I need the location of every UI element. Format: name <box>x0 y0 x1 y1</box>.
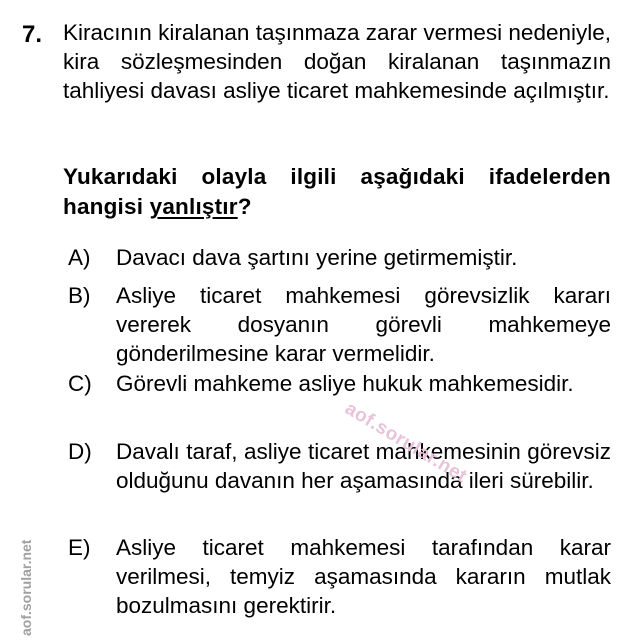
option-label: E) <box>68 535 91 560</box>
option-c[interactable] <box>68 369 611 398</box>
option-e[interactable] <box>68 533 611 620</box>
watermark-side: aof.sorular.net <box>18 539 34 636</box>
question-number: 7. <box>22 21 43 48</box>
option-a[interactable] <box>68 243 611 272</box>
option-label: C) <box>68 371 92 396</box>
watermark-diagonal: aof.sorular.net <box>341 398 471 488</box>
option-text: Davalı taraf, asliye ticaret mahkemesinin görevsiz olduğunu davanın her aşamasında ileri sürebilir. <box>116 439 611 493</box>
option-text: Görevli mahkeme asliye hukuk mahkemesidir. <box>116 371 574 396</box>
prompt-text: Yukarıdaki olayla ilgili aşağıdaki ifadelerden hangisi <box>63 164 611 219</box>
option-label: A) <box>68 245 91 270</box>
prompt-emphasis: yanlıştır <box>149 194 238 219</box>
question-prompt <box>63 162 611 222</box>
option-text: Davacı dava şartını yerine getirmemiştir. <box>116 245 518 270</box>
prompt-end: ? <box>237 194 252 219</box>
option-text: Asliye ticaret mahkemesi görevsizlik kararı vererek dosyanın görevli mahkemeye gönderilmesine karar vermelidir. <box>116 283 611 366</box>
question-stem: Kiracının kiralanan taşınmaza zarar vermesi nedeniyle, kira sözleşmesinden doğan kiralanan taşınmazın tahliyesi davası asliye ticaret mahkemesinde açılmıştır. <box>63 20 611 103</box>
option-label: D) <box>68 439 92 464</box>
option-b[interactable] <box>68 281 611 368</box>
option-d[interactable] <box>68 437 611 495</box>
option-text: Asliye ticaret mahkemesi tarafından karar verilmesi, temyiz aşamasında kararın mutlak bozulmasını gerektirir. <box>116 535 611 618</box>
option-label: B) <box>68 283 91 308</box>
